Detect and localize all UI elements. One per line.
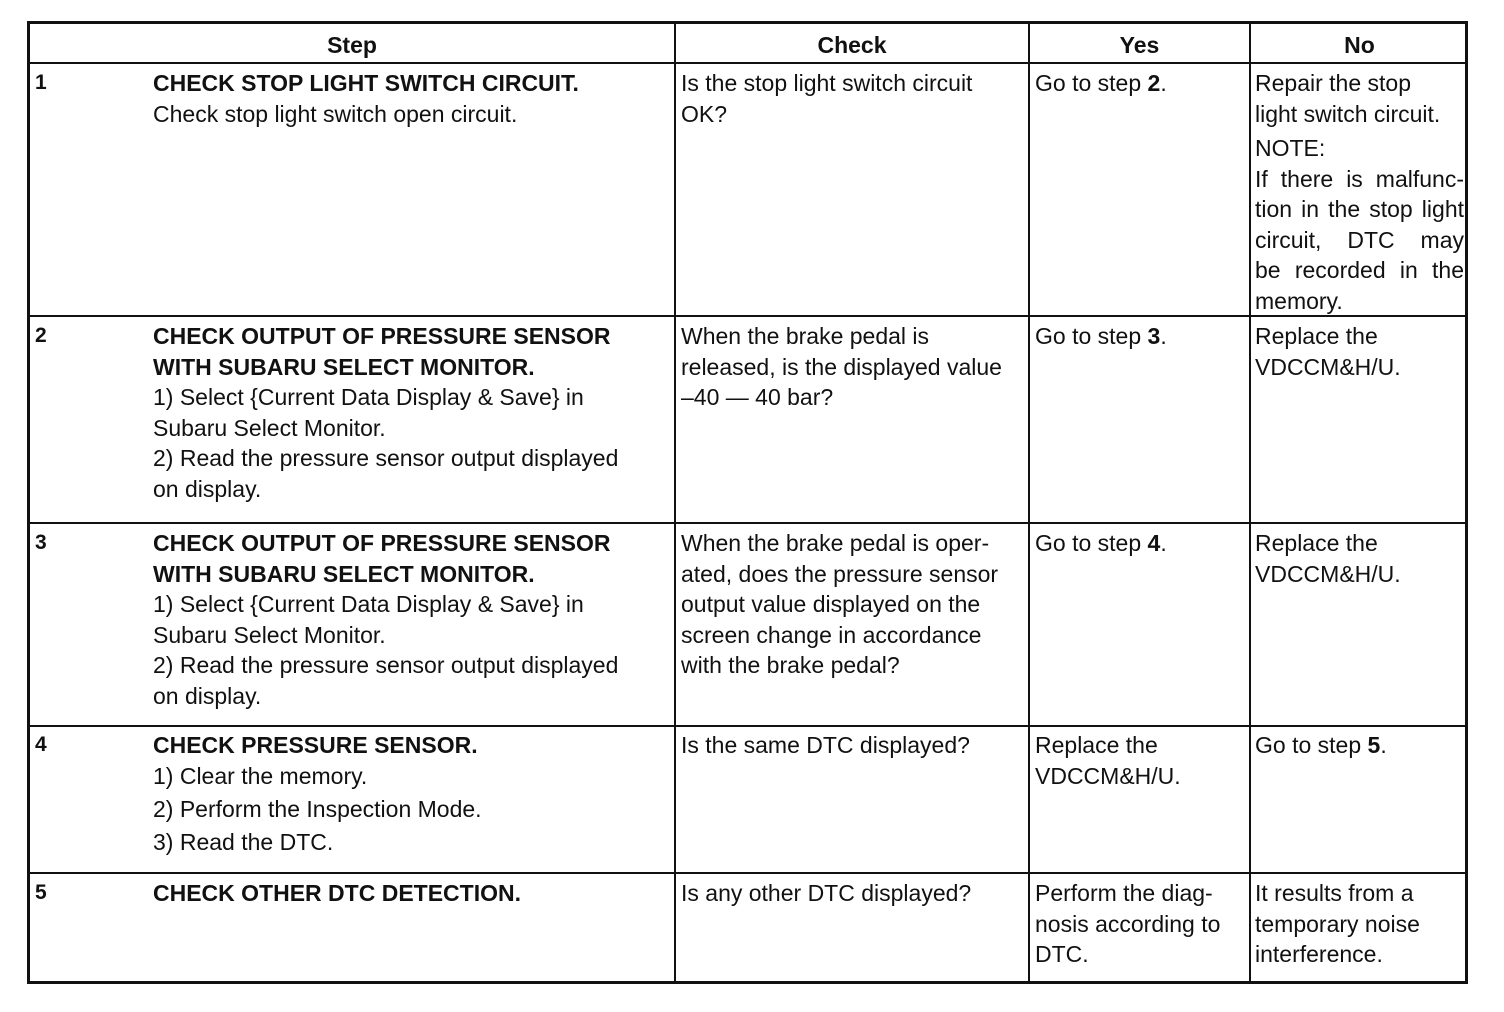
yes-text: Perform the diag-: [1035, 880, 1213, 906]
yes-text: Go to step: [1035, 530, 1148, 556]
check-cell: [681, 878, 1026, 909]
no-text: Go to step: [1255, 732, 1368, 758]
procedure-step: 2) Read the pressure sensor output displayed: [153, 652, 619, 678]
check-text: OK?: [681, 100, 728, 127]
check-text: output value displayed on the: [681, 591, 981, 617]
step-number: 2: [35, 324, 47, 347]
check-text: Is any other DTC displayed?: [681, 880, 972, 906]
check-cell: [681, 321, 1026, 413]
step-title: CHECK OTHER DTC DETECTION.: [153, 880, 521, 906]
yes-text: Replace the: [1035, 732, 1158, 758]
yes-cell: Go to step 3.: [1035, 323, 1167, 349]
no-text: VDCCM&H/U.: [1255, 560, 1401, 587]
procedure-step: Subaru Select Monitor.: [153, 621, 386, 648]
procedure-step: 2) Read the pressure sensor output displayed: [153, 445, 619, 471]
note-text: be recorded in the: [1255, 257, 1464, 283]
step-title: CHECK STOP LIGHT SWITCH CIRCUIT.: [153, 70, 579, 96]
no-cell: [1255, 321, 1464, 382]
procedure-step: 1) Select {Current Data Display & Save} in: [153, 384, 584, 410]
yes-step-number: 4: [1147, 530, 1161, 556]
check-text: released, is the displayed value: [681, 353, 1002, 380]
yes-cell: [1035, 878, 1247, 970]
step-title: WITH SUBARU SELECT MONITOR.: [153, 353, 535, 380]
yes-step-number: 2: [1147, 70, 1161, 96]
no-cell: [1255, 878, 1464, 970]
row-divider: [30, 725, 1465, 727]
column-divider: [1249, 24, 1251, 981]
check-text: Is the stop light switch circuit: [681, 70, 973, 96]
no-text: interference.: [1255, 941, 1383, 967]
yes-cell: [1035, 730, 1247, 791]
yes-step-number: 3: [1147, 323, 1161, 349]
header-yes: Yes: [1119, 32, 1160, 58]
diagnostic-table: [27, 21, 1468, 984]
header-check: Check: [817, 32, 887, 58]
step-cell: [153, 730, 673, 859]
column-divider: [674, 24, 676, 981]
column-divider: [1028, 24, 1030, 981]
procedure-step: on display.: [153, 475, 262, 502]
no-text: It results from a: [1255, 880, 1414, 906]
check-text: screen change in accordance: [681, 621, 982, 648]
procedure-step: on display.: [153, 682, 262, 709]
step-description: Check stop light switch open circuit.: [153, 100, 518, 127]
yes-text: VDCCM&H/U.: [1035, 762, 1181, 789]
step-cell: [153, 878, 673, 909]
procedure-step: Subaru Select Monitor.: [153, 414, 386, 441]
row-divider: [30, 315, 1465, 317]
no-cell: [1255, 528, 1464, 589]
check-cell: [681, 730, 1026, 761]
step-number: 1: [35, 71, 47, 94]
yes-cell: Go to step 2.: [1035, 70, 1167, 96]
note-text: circuit, DTC may: [1255, 226, 1464, 253]
row-divider: [30, 522, 1465, 524]
procedure-step: 2) Perform the Inspection Mode.: [153, 796, 482, 822]
no-text: light switch circuit.: [1255, 100, 1441, 127]
check-text: When the brake pedal is oper-: [681, 530, 990, 556]
row-divider: [30, 872, 1465, 874]
check-text: with the brake pedal?: [681, 652, 900, 678]
check-text: ated, does the pressure sensor: [681, 560, 999, 587]
yes-text: Go to step: [1035, 323, 1148, 349]
check-text: –40 — 40 bar?: [681, 384, 834, 410]
check-cell: [681, 528, 1026, 681]
step-number: 5: [35, 881, 47, 904]
step-number: 4: [35, 733, 47, 756]
header-no: No: [1344, 32, 1375, 58]
step-number: 3: [35, 531, 47, 554]
procedure-step: 3) Read the DTC.: [153, 829, 334, 855]
note-text: tion in the stop light: [1255, 196, 1464, 222]
yes-cell: Go to step 4.: [1035, 530, 1167, 556]
yes-text: DTC.: [1035, 941, 1089, 967]
no-text: Repair the stop: [1255, 70, 1411, 96]
no-text: Replace the: [1255, 530, 1378, 556]
check-text: When the brake pedal is: [681, 323, 930, 349]
step-cell: [153, 68, 668, 129]
no-cell: Go to step 5.: [1255, 732, 1387, 758]
procedure-step: 1) Clear the memory.: [153, 763, 368, 789]
note-label: NOTE:: [1255, 135, 1326, 161]
step-title: WITH SUBARU SELECT MONITOR.: [153, 560, 535, 587]
step-cell: [153, 528, 673, 711]
yes-text: Go to step: [1035, 70, 1148, 96]
no-text: VDCCM&H/U.: [1255, 353, 1401, 380]
note-text: If there is malfunc-: [1255, 165, 1464, 192]
no-step-number: 5: [1367, 732, 1381, 758]
step-title: CHECK OUTPUT OF PRESSURE SENSOR: [153, 323, 611, 349]
step-title: CHECK OUTPUT OF PRESSURE SENSOR: [153, 530, 611, 556]
check-cell: [681, 68, 1026, 129]
note-text: memory.: [1255, 287, 1343, 314]
step-title: CHECK PRESSURE SENSOR.: [153, 732, 478, 758]
yes-text: nosis according to: [1035, 910, 1221, 937]
no-text: temporary noise: [1255, 910, 1420, 937]
check-text: Is the same DTC displayed?: [681, 732, 970, 758]
step-cell: [153, 321, 673, 504]
no-text: Replace the: [1255, 323, 1378, 349]
header-step: Step: [327, 32, 377, 58]
no-cell: [1255, 68, 1464, 316]
procedure-step: 1) Select {Current Data Display & Save} in: [153, 591, 584, 617]
